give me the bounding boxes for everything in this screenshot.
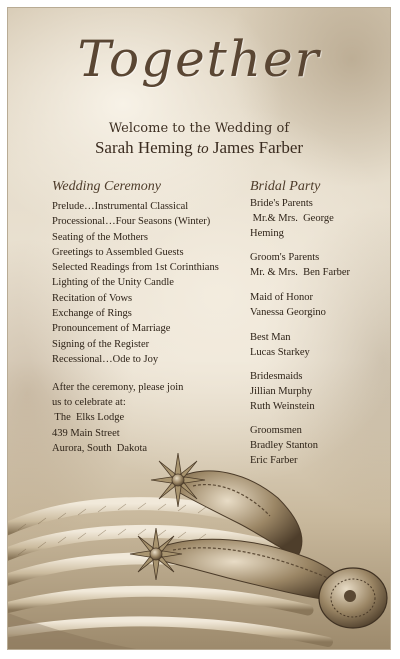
bridal-party-heading: Bridal Party (250, 179, 321, 194)
groom-name: James Farber (212, 138, 304, 157)
party-name: Lucas Starkey (250, 347, 310, 359)
ceremony-heading: Wedding Ceremony (52, 179, 161, 194)
party-group-maid-of-honor (250, 290, 326, 320)
reception-line: After the ceremony, please join (52, 382, 184, 393)
program-title: Together (77, 30, 321, 88)
party-name: Vanessa Georgino (250, 307, 326, 319)
ceremony-item: Selected Readings from 1st Corinthians (52, 262, 219, 274)
party-role: Groomsmen (250, 425, 302, 436)
reception-street: 439 Main Street (52, 427, 120, 439)
ceremony-item: Processional…Four Seasons (Winter) (52, 216, 211, 228)
ceremony-item: Recitation of Vows (52, 292, 133, 304)
ceremony-item: Recessional…Ode to Joy (52, 353, 159, 365)
ceremony-item: Exchange of Rings (52, 308, 132, 320)
party-group-grooms-parents (250, 250, 350, 280)
reception-venue: The Elks Lodge (52, 412, 125, 424)
name-connector: to (196, 141, 209, 157)
party-group-bridesmaids (250, 369, 315, 415)
party-role: Maid of Honor (250, 292, 313, 303)
wedding-program-card (7, 7, 391, 650)
party-role: Bride's Parents (250, 198, 313, 209)
party-group-best-man (250, 330, 310, 360)
spurs-and-rope-illustration (8, 438, 391, 650)
couple-names (8, 138, 390, 158)
party-role: Best Man (250, 332, 291, 343)
ceremony-item: Signing of the Register (52, 338, 150, 350)
ceremony-order-list (52, 199, 219, 367)
party-role: Groom's Parents (250, 252, 320, 263)
reception-city: Aurora, South Dakota (52, 442, 148, 454)
party-name: Jillian Murphy (250, 386, 313, 398)
party-name: Heming (250, 228, 284, 240)
party-name: Eric Farber (250, 455, 298, 467)
ceremony-item: Pronouncement of Marriage (52, 323, 171, 335)
ceremony-item: Lighting of the Unity Candle (52, 277, 174, 289)
party-name: Mr.& Mrs. George (250, 213, 334, 225)
bride-name: Sarah Heming (94, 138, 193, 157)
party-group-brides-parents (250, 196, 334, 242)
party-name: Ruth Weinstein (250, 401, 315, 413)
party-name: Mr. & Mrs. Ben Farber (250, 267, 351, 279)
ceremony-item: Seating of the Mothers (52, 231, 148, 243)
ceremony-item: Prelude…Instrumental Classical (52, 201, 189, 212)
party-name: Bradley Stanton (250, 440, 318, 452)
party-role: Bridesmaids (250, 371, 303, 382)
welcome-line: Welcome to the Wedding of (108, 121, 290, 136)
ceremony-item: Greetings to Assembled Guests (52, 246, 184, 258)
reception-line: us to celebrate at: (52, 397, 126, 409)
